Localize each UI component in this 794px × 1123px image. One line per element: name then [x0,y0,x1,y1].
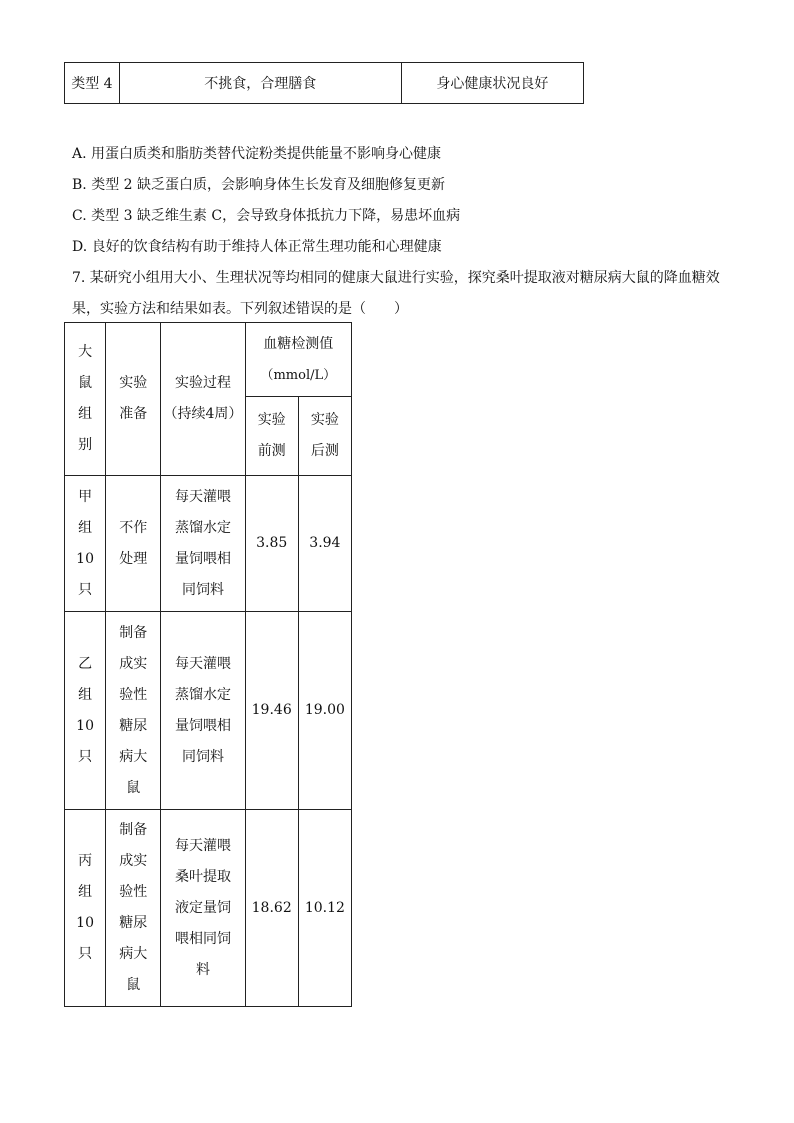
group-cell: 丙 组 10 只 [65,810,106,1007]
after-value: 10.12 [298,810,351,1007]
table-header-row [65,323,352,397]
group-cell: 甲 组 10 只 [65,476,106,612]
table-row [65,476,352,612]
after-value: 19.00 [298,612,351,810]
header-glucose: 血糖检测值 （mmol/L） [245,323,351,397]
option-a: A. 用蛋白质类和脂肪类替代淀粉类提供能量不影响身心健康 [72,146,442,162]
process-cell: 每天灌喂 桑叶提取 液定量饲 喂相同饲 料 [161,810,245,1007]
before-value: 18.62 [245,810,298,1007]
prep-cell: 制备 成实 验性 糖尿 病大 鼠 [106,810,161,1007]
experiment-table [64,322,352,1007]
question7-line1: 7. 某研究小组用大小、生理状况等均相同的健康大鼠进行实验，探究桑叶提取液对糖尿病大鼠的降血糖效 [72,270,720,286]
prep-cell: 不作 处理 [106,476,161,612]
group-cell: 乙 组 10 只 [65,612,106,810]
header-process: 实验过程 （持续4周） [161,323,245,476]
header-before: 实验 前测 [245,397,298,476]
status-cell: 身心健康状况良好 [401,63,583,104]
process-cell: 每天灌喂 蒸馏水定 量饲喂相 同饲料 [161,612,245,810]
header-after: 实验 后测 [298,397,351,476]
table-row [65,612,352,810]
type-label-cell: 类型 4 [65,63,120,104]
after-value: 3.94 [298,476,351,612]
header-group: 大 鼠 组 别 [65,323,106,476]
process-cell: 每天灌喂 蒸馏水定 量饲喂相 同饲料 [161,476,245,612]
option-d: D. 良好的饮食结构有助于维持人体正常生理功能和心理健康 [72,239,442,255]
type-table [64,62,584,104]
table-row [65,810,352,1007]
option-c: C. 类型 3 缺乏维生素 C，会导致身体抵抗力下降，易患坏血病 [72,208,461,224]
question7-line2: 果，实验方法和结果如表。下列叙述错误的是（ ） [72,301,408,317]
option-b: B. 类型 2 缺乏蛋白质，会影响身体生长发育及细胞修复更新 [72,177,445,193]
table-row [65,63,584,104]
before-value: 3.85 [245,476,298,612]
header-prep: 实验 准备 [106,323,161,476]
diet-cell: 不挑食，合理膳食 [119,63,401,104]
prep-cell: 制备 成实 验性 糖尿 病大 鼠 [106,612,161,810]
before-value: 19.46 [245,612,298,810]
